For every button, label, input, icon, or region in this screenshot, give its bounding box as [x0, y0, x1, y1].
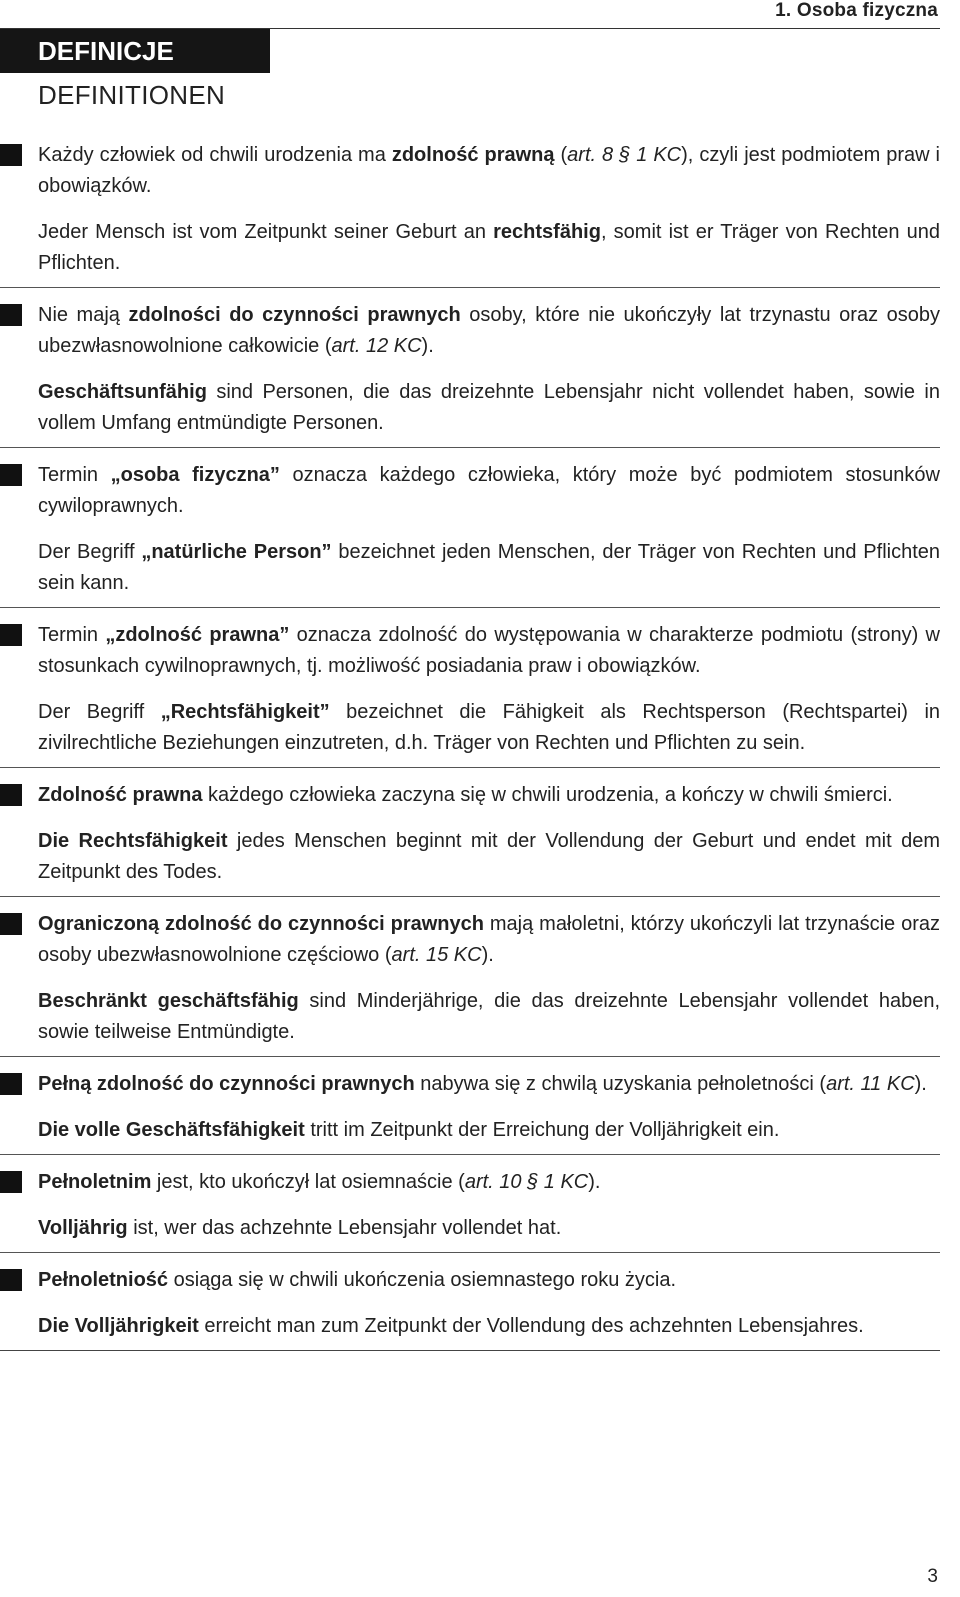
page-number: 3: [927, 1566, 938, 1587]
definition-text-polish: [38, 460, 940, 522]
text-segment: oznacza każdego człowieka, który może być podmiotem stosunków cywiloprawnych.: [38, 464, 940, 517]
term-bold: Volljährig: [38, 1217, 128, 1239]
definition-text-polish: [38, 909, 940, 971]
term-bold: Zdolność prawna: [38, 784, 203, 806]
definition-entry: [0, 1155, 940, 1253]
bullet-square-icon: [0, 913, 22, 935]
term-bold: zdolność prawną: [391, 144, 555, 166]
term-bold: „zdolność prawna”: [105, 624, 290, 646]
definition-entry: [0, 128, 940, 288]
definition-entry: [0, 897, 940, 1057]
bullet-square-icon: [0, 144, 22, 166]
text-segment: (: [554, 144, 568, 166]
term-bold: Pełnoletnim: [38, 1171, 152, 1193]
text-segment: nabywa się z chwilą uzyskania pełnoletności (: [414, 1073, 827, 1095]
definition-entry: [0, 1057, 940, 1155]
text-segment: Termin: [38, 464, 111, 486]
definition-text-german: [38, 697, 940, 759]
definition-text-german: [38, 986, 940, 1048]
definition-text-german: [38, 1311, 940, 1342]
definition-text-polish: [38, 300, 940, 362]
definition-text-german: [38, 1213, 940, 1244]
definition-entry: [0, 448, 940, 608]
definition-text-polish: [38, 780, 940, 811]
bullet-square-icon: [0, 304, 22, 326]
text-segment: Jeder Mensch ist vom Zeitpunkt seiner Geburt an: [38, 221, 494, 243]
text-segment: ).: [914, 1073, 927, 1095]
article-reference: art. 15 KC: [391, 944, 482, 966]
term-bold: Die Volljährigkeit: [38, 1315, 199, 1337]
definition-entry: [0, 768, 940, 897]
text-segment: Termin: [38, 624, 106, 646]
definition-entry: [0, 608, 940, 768]
definition-text-polish: [38, 1069, 940, 1100]
term-bold: Die volle Geschäftsfähigkeit: [38, 1119, 305, 1141]
text-segment: ).: [421, 335, 434, 357]
definition-text-polish: [38, 1167, 940, 1198]
text-segment: bezeichnet jeden Menschen, der Träger von Rechten und Pflichten sein kann.: [38, 541, 941, 594]
bullet-square-icon: [0, 1073, 22, 1095]
text-segment: mają małoletni, którzy ukończyli lat trzynaście oraz osoby ubezwłasnowolnione częściowo (: [38, 913, 940, 966]
definition-text-german: [38, 1115, 940, 1146]
text-segment: erreicht man zum Zeitpunkt der Vollendung des achzehnten Lebensjahres.: [198, 1315, 864, 1337]
text-segment: oznacza zdolność do występowania w charakterze podmiotu (strony) w stosunkach cywilnoprawnych, tj. możliwość posiadania praw i obowiązków.: [38, 624, 940, 677]
text-segment: ), czyli jest podmiotem praw i obowiązków.: [38, 144, 941, 197]
term-bold: Beschränkt geschäftsfähig: [38, 990, 299, 1012]
definitions-list: [0, 128, 940, 1351]
text-segment: osiąga się w chwili ukończenia osiemnastego roku życia.: [168, 1269, 677, 1291]
article-reference: art. 10 § 1 KC: [464, 1171, 589, 1193]
text-segment: sind Minderjährige, die das dreizehnte Lebensjahr vollendet haben, sowie teilweise Entmündigte.: [38, 990, 940, 1043]
term-bold: Pełną zdolność do czynności prawnych: [38, 1073, 415, 1095]
term-bold: Geschäftsunfähig: [38, 381, 207, 403]
text-segment: Każdy człowiek od chwili urodzenia ma: [38, 144, 392, 166]
article-reference: art. 8 § 1 KC: [567, 144, 682, 166]
bullet-square-icon: [0, 1269, 22, 1291]
term-bold: rechtsfähig: [493, 221, 601, 243]
term-bold: zdolności do czynności prawnych: [128, 304, 461, 326]
text-segment: sind Personen, die das dreizehnte Lebensjahr nicht vollendet haben, sowie in vollem Umfang entmündigte Personen.: [38, 381, 940, 434]
text-segment: ).: [481, 944, 494, 966]
text-segment: ).: [588, 1171, 601, 1193]
term-bold: Ograniczoną zdolność do czynności prawnych: [38, 913, 484, 935]
bullet-square-icon: [0, 1171, 22, 1193]
article-reference: art. 11 KC: [826, 1073, 915, 1095]
term-bold: „natürliche Person”: [141, 541, 332, 563]
article-reference: art. 12 KC: [331, 335, 422, 357]
text-segment: osoby, które nie ukończyły lat trzynastu oraz osoby ubezwłasnowolnione całkowicie (: [38, 304, 940, 357]
term-bold: „Rechtsfähigkeit”: [160, 701, 330, 723]
text-segment: tritt im Zeitpunkt der Erreichung der Volljährigkeit ein.: [304, 1119, 780, 1141]
term-bold: „osoba fizyczna”: [110, 464, 280, 486]
term-bold: Die Rechtsfähigkeit: [38, 830, 228, 852]
bullet-square-icon: [0, 464, 22, 486]
text-segment: jedes Menschen beginnt mit der Vollendung der Geburt und endet mit dem Zeitpunkt des Todes.: [38, 830, 940, 883]
text-segment: Nie mają: [38, 304, 129, 326]
definition-text-polish: [38, 140, 940, 202]
text-segment: ist, wer das achzehnte Lebensjahr vollendet hat.: [127, 1217, 562, 1239]
definition-text-polish: [38, 620, 940, 682]
text-segment: jest, kto ukończył lat osiemnaście (: [151, 1171, 465, 1193]
bullet-square-icon: [0, 624, 22, 646]
text-segment: bezeichnet die Fähigkeit als Rechtsperson (Rechtspartei) in zivilrechtliche Beziehungen einzutreten, d.h. Träger von Rechten und Pflichten zu sein.: [38, 701, 941, 754]
bullet-square-icon: [0, 784, 22, 806]
section-subtitle: DEFINITIONEN: [38, 80, 226, 110]
text-segment: każdego człowieka zaczyna się w chwili urodzenia, a kończy w chwili śmierci.: [202, 784, 893, 806]
definition-entry: [0, 288, 940, 448]
definition-text-german: [38, 377, 940, 439]
definition-text-german: [38, 537, 940, 599]
definition-text-german: [38, 217, 940, 279]
definition-text-german: [38, 826, 940, 888]
text-segment: Der Begriff: [38, 701, 161, 723]
definition-text-polish: [38, 1265, 940, 1296]
text-segment: Der Begriff: [38, 541, 142, 563]
text-segment: , somit ist er Träger von Rechten und Pflichten.: [38, 221, 941, 274]
chapter-title: 1. Osoba fizyczna: [775, 0, 938, 21]
section-title: DEFINICJE: [0, 29, 270, 73]
definition-entry: [0, 1253, 940, 1351]
term-bold: Pełnoletniość: [38, 1269, 169, 1291]
